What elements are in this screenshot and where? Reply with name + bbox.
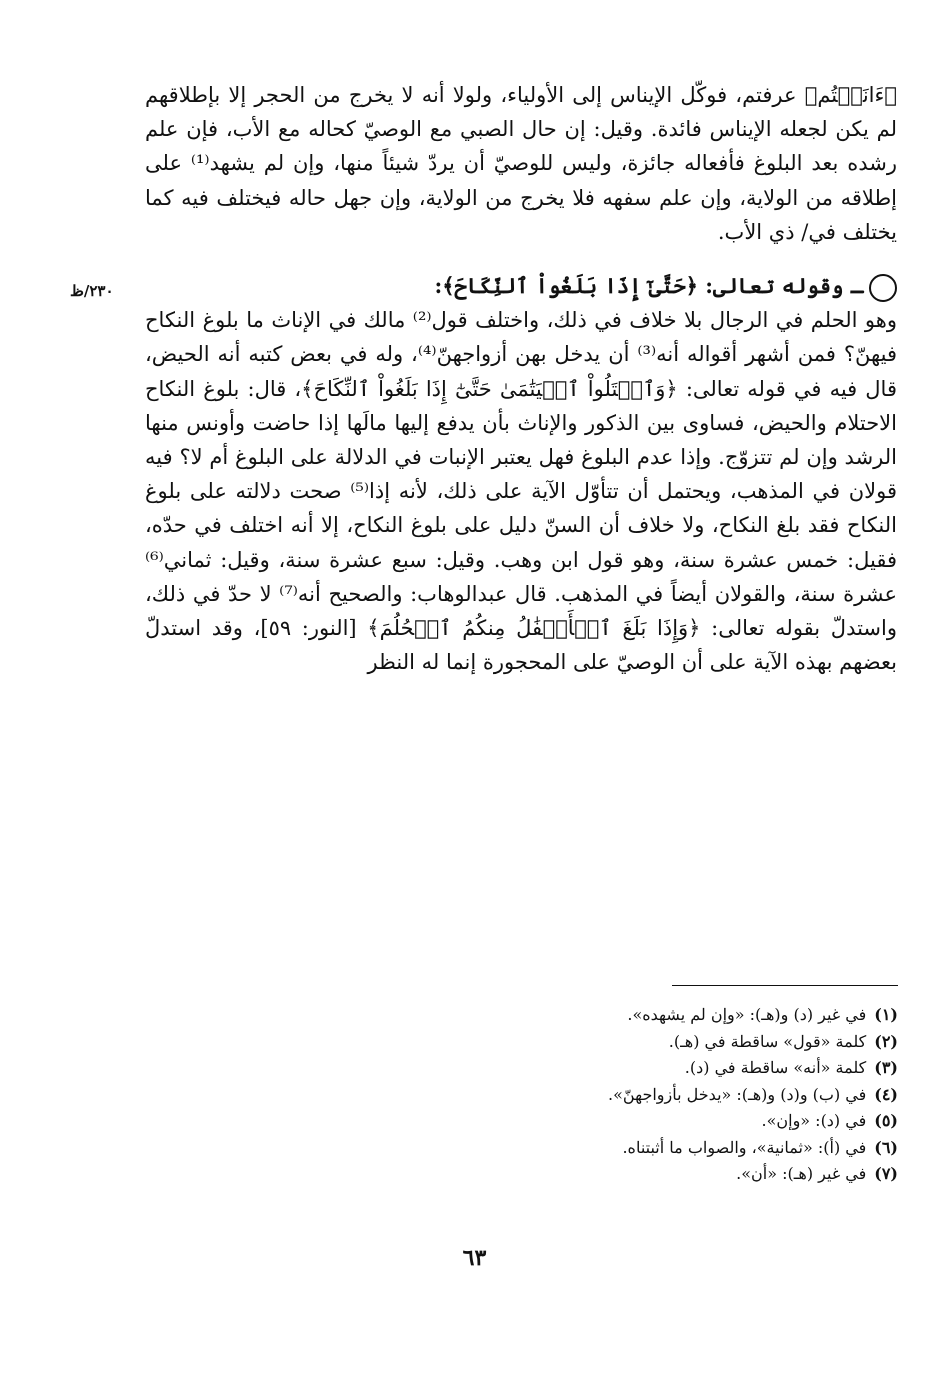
footnote-item	[300, 1029, 898, 1056]
footnote-item	[300, 1161, 898, 1188]
footnote-text: في (أ): «ثمانية»، والصواب ما أثبتناه.	[622, 1137, 867, 1157]
footnote-separator	[672, 985, 898, 986]
footnote-text: في غير (د) و(هـ): «وإن لم يشهده».	[627, 1005, 867, 1024]
footnote-number: (١)	[874, 1005, 898, 1024]
footnote-number: (٥)	[874, 1111, 898, 1130]
footnote-text: في غير (هـ): «أن».	[736, 1164, 867, 1183]
footnote-text: في (د): «وإن».	[761, 1111, 867, 1130]
footnote-number: (٣)	[874, 1058, 898, 1077]
footnote-item	[300, 1002, 898, 1029]
manuscript-folio-note: ٢٣٠/ظ	[70, 282, 114, 300]
footnote-item	[300, 1135, 898, 1162]
footnote-number: (٤)	[874, 1084, 898, 1104]
footnote-item	[300, 1082, 898, 1109]
footnote-item	[300, 1108, 898, 1135]
verse-heading-text: ـ وقوله تعالى: ﴿حَتَّىٰٓ إِذَا بَلَغُواْ ٱلنِّكَاحَ﴾:	[434, 273, 863, 299]
footnote-text: كلمة «قول» ساقطة في (هـ).	[668, 1031, 867, 1051]
footnotes	[300, 1002, 898, 1188]
footnote-text: في (ب) و(د) و(هـ): «يدخل بأزواجهنّ».	[608, 1084, 867, 1104]
footnote-text: كلمة «أنه» ساقطة في (د).	[684, 1058, 867, 1077]
paragraph-2: وهو الحلم في الرجال بلا خلاف في ذلك، واختلف قول⁽²⁾ مالك في الإناث ما بلوغ النكاح فيهنّ؟ فمن أشهر أقواله أنه⁽³⁾ أن يدخل بهن أزواجهنّ⁽⁴⁾، وله في بعض كتبه أنه الحيض، قال فيه في قوله تعالى: ﴿وَٱبۡتَلُواْ ٱلۡيَتَٰمَىٰ حَتَّىٰٓ إِذَا بَلَغُواْ ٱلنِّكَاحَ﴾، قال: بلوغ النكاح الاحتلام والحيض، فساوى بين الذكور والإناث بأن يدفع إليها مالَها إذا حاضت وأونس منها الرشد وإن لم تتزوّج. وإذا عدم البلوغ فهل يعتبر الإنبات في الدلالة على البلوغ أم لا؟ فيه قولان في المذهب، ويحتمل أن تتأوّل الآية على ذلك، لأنه إذا⁽⁵⁾ صحت دلالته على بلوغ النكاح فقد بلغ النكاح، ولا خلاف أن السنّ دليل على بلوغ النكاح، إلا أنه اختلف في حدّه، فقيل: خمس عشرة سنة، وهو قول ابن وهب. وقيل: سبع عشرة سنة، وقيل: ثماني⁽⁶⁾ عشرة سنة، والقولان أيضاً في المذهب. قال عبدالوهاب: والصحيح أنه⁽⁷⁾ لا حدّ في ذلك، واستدلّ بقوله تعالى: ﴿وَإِذَا بَلَغَ ٱلۡأَطۡفَٰلُ مِنكُمُ ٱلۡحُلُمَ﴾ [النور: ٥٩]، وقد استدلّ بعضهم بهذه الآية على أن الوصيّ على المحجورة إنما له النظر	[145, 308, 898, 675]
page-number: ٦٣	[462, 1245, 487, 1271]
footnote-item	[300, 1055, 898, 1082]
main-text	[145, 78, 897, 679]
verse-number-badge	[869, 274, 897, 302]
verse-heading	[145, 269, 897, 303]
footnote-number: (٦)	[874, 1137, 898, 1157]
paragraph-1: ﴿ءَانَسۡتُم﴾ عرفتم، فوكّل الإيناس إلى الأولياء، ولولا أنه لا يخرج من الحجر إلا بإطلاقهم لم يكن لجعله الإيناس فائدة. وقيل: إن حال الصبي مع الوصيّ كحاله مع الأب، فإن علم رشده بعد البلوغ فأفعاله جائزة، وليس للوصيّ أن يردّ شيئاً منها، وإن لم يشهد⁽¹⁾ على إطلاقه من الولاية، وإن علم سفهه فلا يخرج من الولاية، وإن جهل حاله فيختلف فيه كما يختلف في/ ذي الأب.	[145, 83, 897, 244]
footnote-number: (٧)	[874, 1164, 898, 1183]
footnote-number: (٢)	[874, 1031, 898, 1051]
